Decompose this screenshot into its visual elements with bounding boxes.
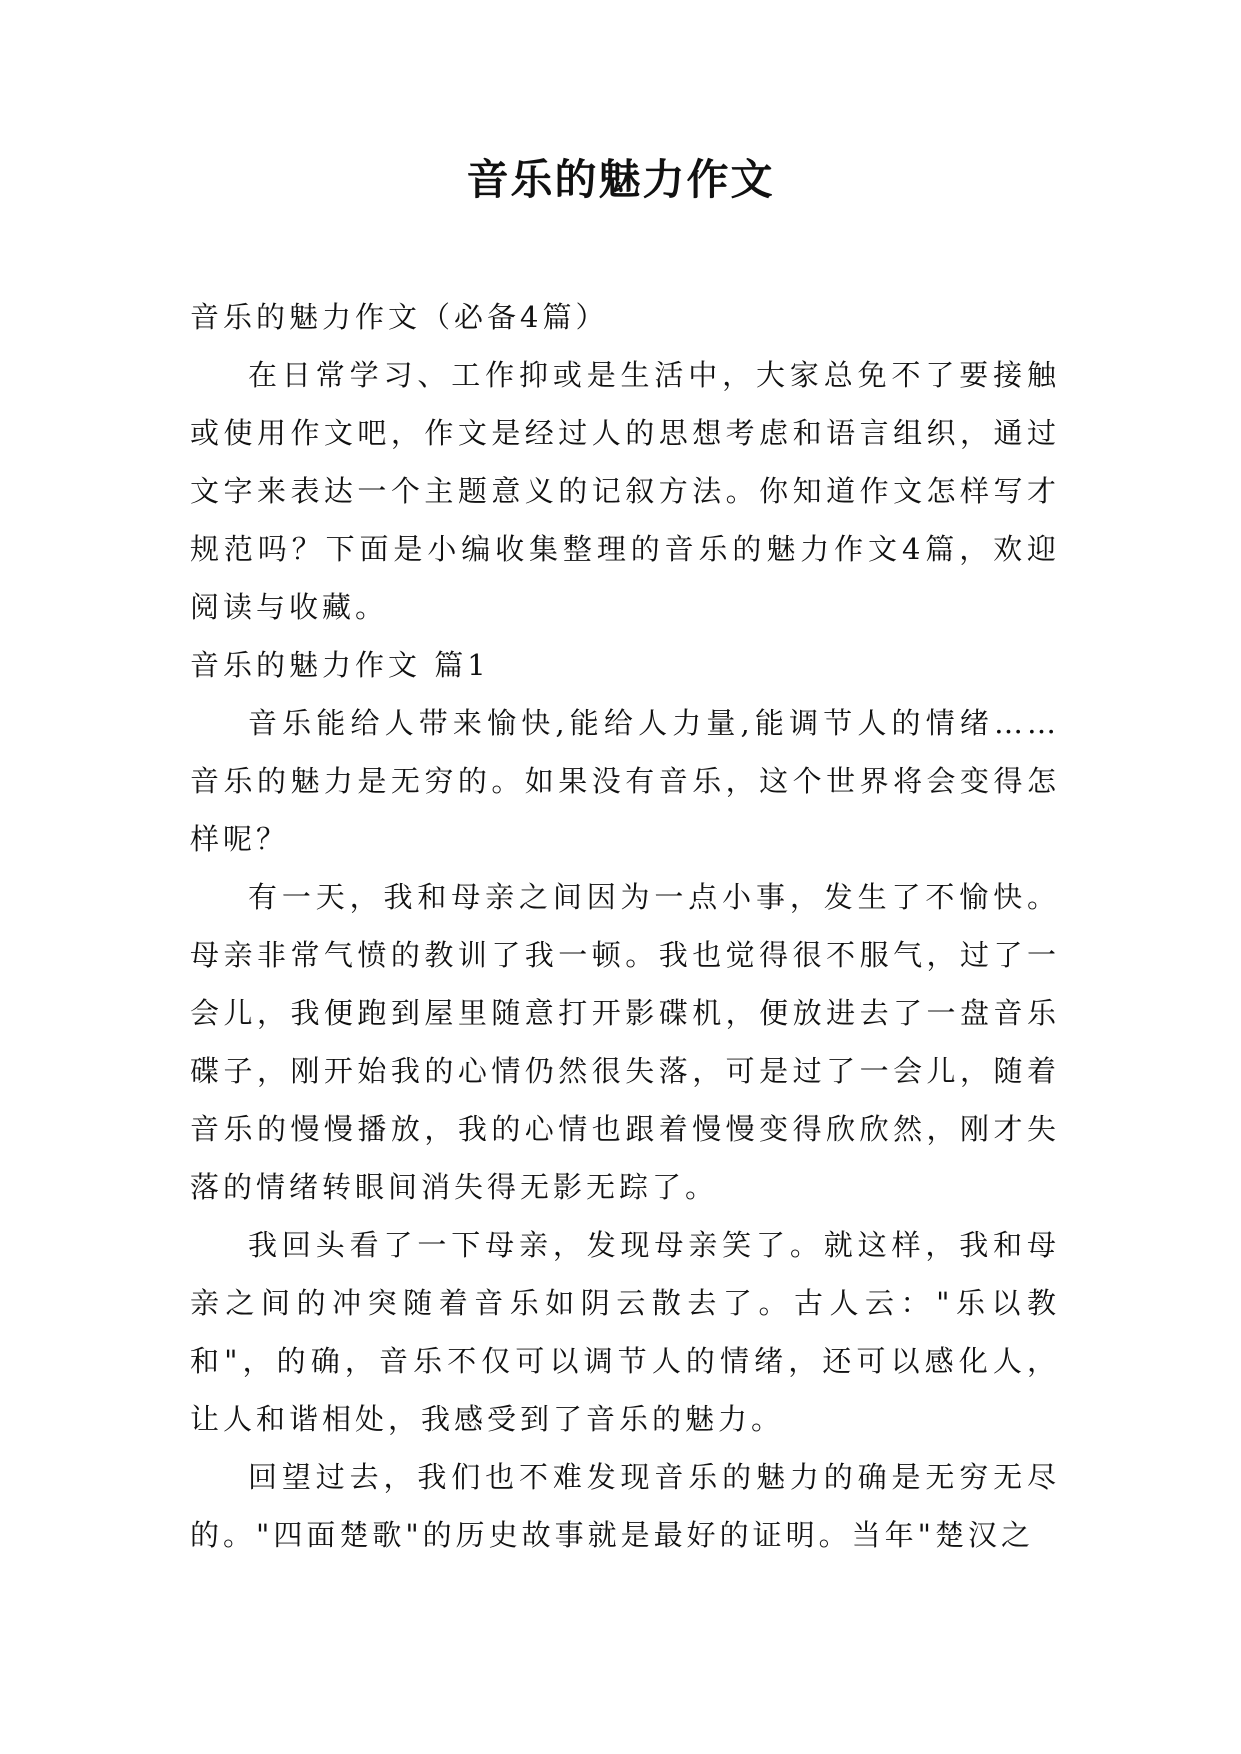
body-paragraph: 有一天，我和母亲之间因为一点小事，发生了不愉快。母亲非常气愤的教训了我一顿。我也觉得很不服气，过了一会儿，我便跑到屋里随意打开影碟机，便放进去了一盘音乐碟子，刚开始我的心情仍然很失落，可是过了一会儿，随着音乐的慢慢播放，我的心情也跟着慢慢变得欣欣然，刚才失落的情绪转眼间消失得无影无踪了。 [190, 880, 1060, 1204]
section-heading: 音乐的魅力作文 篇1 [190, 648, 490, 682]
document-title: 音乐的魅力作文 [466, 155, 775, 204]
intro-paragraph: 在日常学习、工作抑或是生活中，大家总免不了要接触或使用作文吧，作文是经过人的思想考虑和语言组织，通过文字来表达一个主题意义的记叙方法。你知道作文怎样写才规范吗？下面是小编收集整理的音乐的魅力作文4篇，欢迎阅读与收藏。 [190, 358, 1060, 624]
document-subtitle: 音乐的魅力作文（必备4篇） [190, 300, 609, 334]
body-paragraph: 音乐能给人带来愉快,能给人力量,能调节人的情绪……音乐的魅力是无穷的。如果没有音乐，这个世界将会变得怎样呢？ [190, 706, 1060, 856]
body-paragraph: 回望过去，我们也不难发现音乐的魅力的确是无穷无尽的。"四面楚歌"的历史故事就是最好的证明。当年"楚汉之 [190, 1460, 1060, 1552]
document-body [190, 288, 1060, 1564]
body-paragraph: 我回头看了一下母亲，发现母亲笑了。就这样，我和母亲之间的冲突随着音乐如阴云散去了。古人云："乐以教和"，的确，音乐不仅可以调节人的情绪，还可以感化人，让人和谐相处，我感受到了音乐的魅力。 [190, 1228, 1060, 1436]
